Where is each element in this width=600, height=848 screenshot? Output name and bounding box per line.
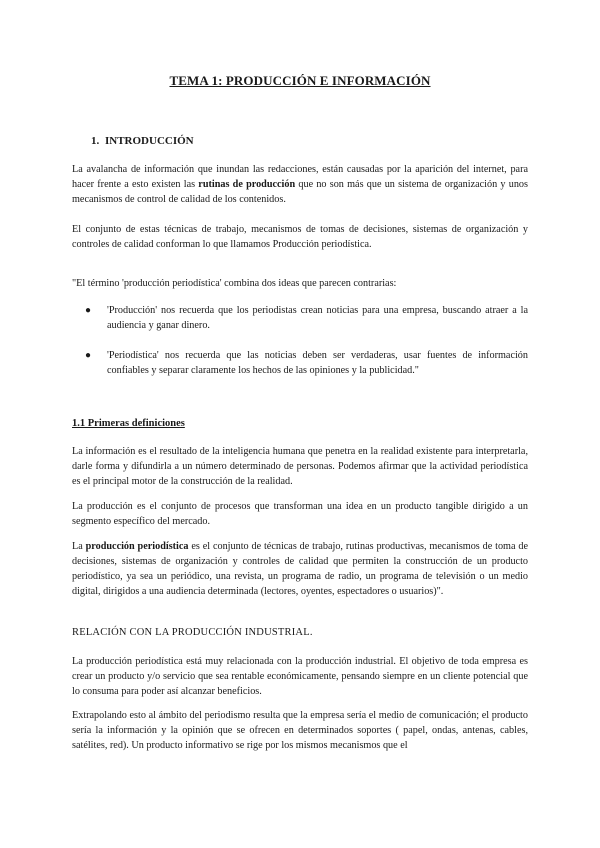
paragraph-text: La avalancha de información que inundan las redacciones, están causadas por la aparición del internet, para hacer frente a esto existen las <box>72 164 528 190</box>
bullet-icon: ● <box>85 350 92 361</box>
section-number: 1. <box>91 135 100 147</box>
subsection-heading-primeras-definiciones: 1.1 Primeras definiciones <box>72 418 185 429</box>
paragraph-extrapolando: Extrapolando esto al ámbito del periodismo resulta que la empresa sería el medio de comunicación; el producto sería la información y la opinión que se ofrecen en determinados soportes ( papel, ondas, antenas, cables, satélites, red). Un producto informativo se rige por los mismos mecanismos que el <box>72 710 528 751</box>
bullet-text: 'Periodística' nos recuerda que las noticias deben ser verdaderas, usar fuentes de información confiables y separar claramente los hechos de las opiniones y la publicidad." <box>107 350 528 376</box>
document-title: TEMA 1: PRODUCCIÓN E INFORMACIÓN <box>169 73 431 88</box>
bold-term: producción periodística <box>85 541 189 552</box>
paragraph-avalancha <box>72 162 528 207</box>
bullet-text: 'Producción' nos recuerda que los periodistas crean noticias para una empresa, buscando atraer a la audiencia y ganar dinero. <box>107 305 528 331</box>
paragraph-text: que no son más que un sistema de organización y unos mecanismos de control de calidad de los contenidos. <box>72 179 528 205</box>
paragraph-text: es el conjunto de técnicas de trabajo, rutinas productivas, mecanismos de toma de decisiones, sistemas de organización y controles de calidad que permiten la construcción de un producto periodístico, ya sea un periódico, una revista, un programa de radio, un programa de televisión o un medio digital, dirigidos a una audiencia determinada (lectores, oyentes, espectadores o usuarios)". <box>72 541 528 597</box>
bullet-item-periodistica <box>85 348 528 378</box>
bullet-item-produccion <box>85 303 528 333</box>
paragraph-produccion-periodistica <box>72 539 528 599</box>
paragraph-informacion: La información es el resultado de la inteligencia humana que penetra en la realidad existente para interpretarla, darle forma y difundirla a un número determinado de personas. Podemos afirmar que la actividad periodística es el principal motor de la construcción de la realidad. <box>72 446 528 487</box>
paragraph-industrial: La producción periodística está muy relacionada con la producción industrial. El objetivo de toda empresa es crear un producto y/o servicio que sea rentable económicamente, pensando siempre en un cliente potencial que lo consuma para poder así alcanzar beneficios. <box>72 656 528 697</box>
bullet-icon: ● <box>85 305 92 316</box>
quote-intro: "El término 'producción periodística' combina dos ideas que parecen contrarias: <box>72 278 397 289</box>
paragraph-produccion: La producción es el conjunto de procesos que transforman una idea en un producto tangible dirigido a un segmento específico del mercado. <box>72 501 528 527</box>
section-heading-introduccion <box>91 135 194 147</box>
section-title: INTRODUCCIÓN <box>105 135 194 147</box>
paragraph-conjunto: El conjunto de estas técnicas de trabajo, mecanismos de tomas de decisiones, sistemas de organización y controles de calidad conforman lo que llamamos Producción periodística. <box>72 224 528 250</box>
paragraph-text: La <box>72 541 86 552</box>
bold-term: rutinas de producción <box>198 179 296 190</box>
section-heading-produccion-industrial: RELACIÓN CON LA PRODUCCIÓN INDUSTRIAL. <box>72 627 313 638</box>
